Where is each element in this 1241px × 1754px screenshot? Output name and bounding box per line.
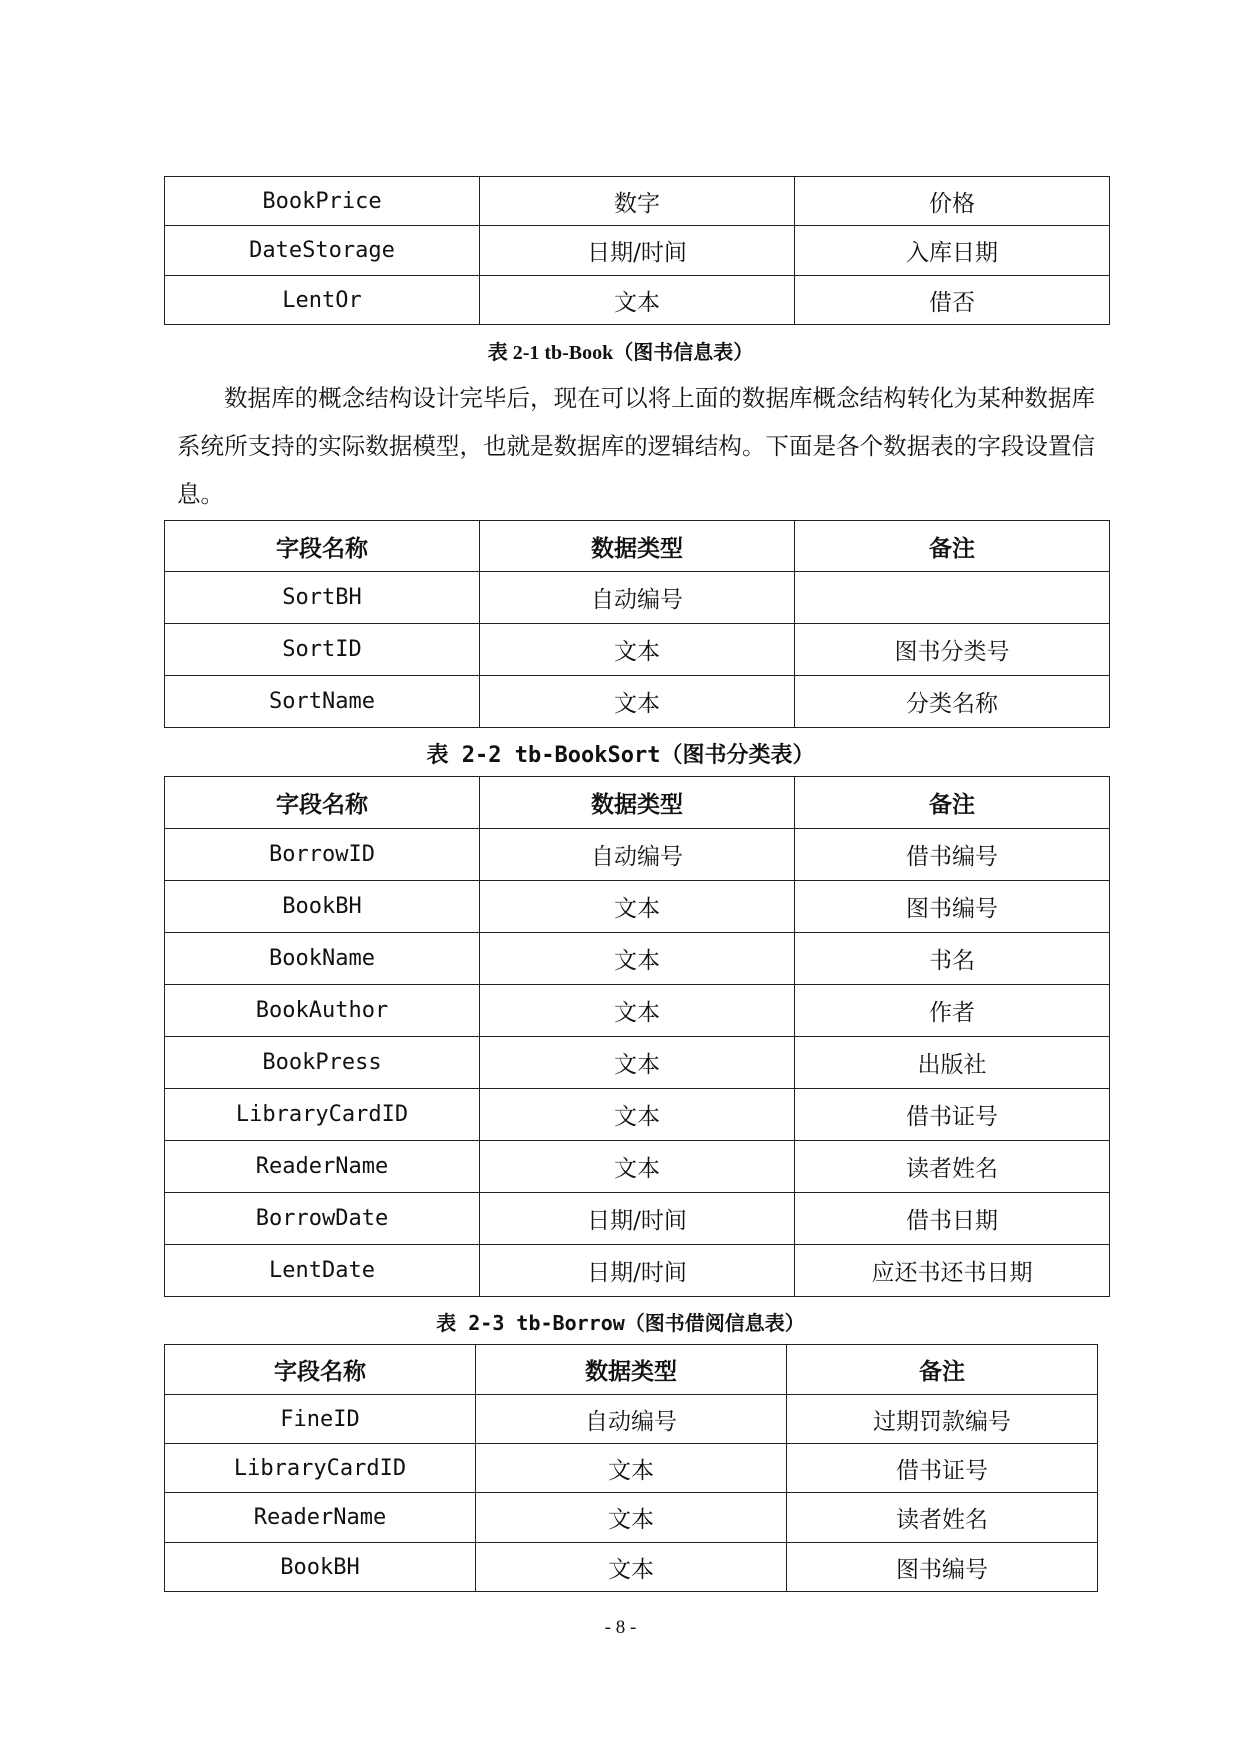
field-name-cell: SortID — [165, 624, 480, 676]
tb-booksort-table — [164, 520, 1110, 728]
table-caption-2-1: 表 2-1 tb-Book（图书信息表） — [487, 342, 754, 364]
table-row — [165, 933, 1110, 985]
field-name-cell: BookPrice — [165, 177, 480, 226]
remark-cell: 入库日期 — [795, 226, 1110, 276]
field-name-cell: DateStorage — [165, 226, 480, 276]
remark-cell: 分类名称 — [795, 676, 1110, 728]
table-header-row — [165, 521, 1110, 572]
remark-cell: 图书编号 — [787, 1543, 1098, 1592]
data-type-cell: 文本 — [476, 1493, 787, 1543]
tb-borrow-table — [164, 776, 1110, 1297]
remark-cell: 读者姓名 — [795, 1141, 1110, 1193]
data-type-cell: 日期/时间 — [480, 226, 795, 276]
table-row — [165, 1543, 1098, 1592]
data-type-cell: 文本 — [480, 933, 795, 985]
table-header-row — [165, 1345, 1098, 1395]
table-row — [165, 1089, 1110, 1141]
data-type-cell: 自动编号 — [476, 1395, 787, 1444]
remark-cell: 读者姓名 — [787, 1493, 1098, 1543]
field-name-cell: LibraryCardID — [165, 1444, 476, 1493]
page-number: - 8 - — [604, 1617, 637, 1638]
table-row — [165, 1493, 1098, 1543]
header-data-type: 数据类型 — [480, 521, 795, 572]
header-field-name: 字段名称 — [165, 521, 480, 572]
table-row — [165, 572, 1110, 624]
field-name-cell: BorrowDate — [165, 1193, 480, 1245]
field-name-cell: LibraryCardID — [165, 1089, 480, 1141]
data-type-cell: 文本 — [480, 624, 795, 676]
field-name-cell: LentDate — [165, 1245, 480, 1297]
header-data-type: 数据类型 — [476, 1345, 787, 1395]
remark-cell — [795, 572, 1110, 624]
header-remark: 备注 — [795, 777, 1110, 829]
table-row — [165, 881, 1110, 933]
data-type-cell: 文本 — [476, 1444, 787, 1493]
data-type-cell: 自动编号 — [480, 829, 795, 881]
body-paragraph: 数据库的概念结构设计完毕后，现在可以将上面的数据库概念结构转化为某种数据库系统所支持的实际数据模型，也就是数据库的逻辑结构。下面是各个数据表的字段设置信息。 — [177, 384, 1095, 508]
table-row — [165, 624, 1110, 676]
field-name-cell: BookAuthor — [165, 985, 480, 1037]
table-caption-2-3: 表 2-3 tb-Borrow（图书借阅信息表） — [436, 1311, 805, 1335]
header-remark: 备注 — [787, 1345, 1098, 1395]
field-name-cell: ReaderName — [165, 1493, 476, 1543]
table-row — [165, 676, 1110, 728]
data-type-cell: 文本 — [480, 1037, 795, 1089]
remark-cell: 借书编号 — [795, 829, 1110, 881]
data-type-cell: 文本 — [480, 1141, 795, 1193]
field-name-cell: SortName — [165, 676, 480, 728]
table-row — [165, 1193, 1110, 1245]
remark-cell: 出版社 — [795, 1037, 1110, 1089]
header-remark: 备注 — [795, 521, 1110, 572]
tb-book-table-continued — [164, 176, 1110, 325]
remark-cell: 图书编号 — [795, 881, 1110, 933]
remark-cell: 借书证号 — [795, 1089, 1110, 1141]
table-row — [165, 1395, 1098, 1444]
field-name-cell: FineID — [165, 1395, 476, 1444]
table-row — [165, 177, 1110, 226]
table-row — [165, 829, 1110, 881]
field-name-cell: BorrowID — [165, 829, 480, 881]
table-row — [165, 226, 1110, 276]
field-name-cell: SortBH — [165, 572, 480, 624]
header-field-name: 字段名称 — [165, 777, 480, 829]
remark-cell: 借书证号 — [787, 1444, 1098, 1493]
header-data-type: 数据类型 — [480, 777, 795, 829]
header-field-name: 字段名称 — [165, 1345, 476, 1395]
data-type-cell: 日期/时间 — [480, 1245, 795, 1297]
remark-cell: 借书日期 — [795, 1193, 1110, 1245]
remark-cell: 过期罚款编号 — [787, 1395, 1098, 1444]
tb-fine-table — [164, 1344, 1098, 1592]
field-name-cell: LentOr — [165, 276, 480, 325]
table-row — [165, 1141, 1110, 1193]
data-type-cell: 文本 — [480, 1089, 795, 1141]
table-row — [165, 1245, 1110, 1297]
field-name-cell: ReaderName — [165, 1141, 480, 1193]
remark-cell: 借否 — [795, 276, 1110, 325]
data-type-cell: 日期/时间 — [480, 1193, 795, 1245]
data-type-cell: 文本 — [476, 1543, 787, 1592]
table-caption-2-2: 表 2-2 tb-BookSort（图书分类表） — [426, 743, 815, 768]
table-header-row — [165, 777, 1110, 829]
remark-cell: 应还书还书日期 — [795, 1245, 1110, 1297]
field-name-cell: BookBH — [165, 881, 480, 933]
remark-cell: 价格 — [795, 177, 1110, 226]
field-name-cell: BookPress — [165, 1037, 480, 1089]
data-type-cell: 数字 — [480, 177, 795, 226]
data-type-cell: 文本 — [480, 676, 795, 728]
data-type-cell: 文本 — [480, 881, 795, 933]
table-row — [165, 1444, 1098, 1493]
table-row — [165, 985, 1110, 1037]
remark-cell: 图书分类号 — [795, 624, 1110, 676]
remark-cell: 书名 — [795, 933, 1110, 985]
table-row — [165, 1037, 1110, 1089]
table-row — [165, 276, 1110, 325]
field-name-cell: BookName — [165, 933, 480, 985]
data-type-cell: 自动编号 — [480, 572, 795, 624]
remark-cell: 作者 — [795, 985, 1110, 1037]
field-name-cell: BookBH — [165, 1543, 476, 1592]
data-type-cell: 文本 — [480, 276, 795, 325]
data-type-cell: 文本 — [480, 985, 795, 1037]
